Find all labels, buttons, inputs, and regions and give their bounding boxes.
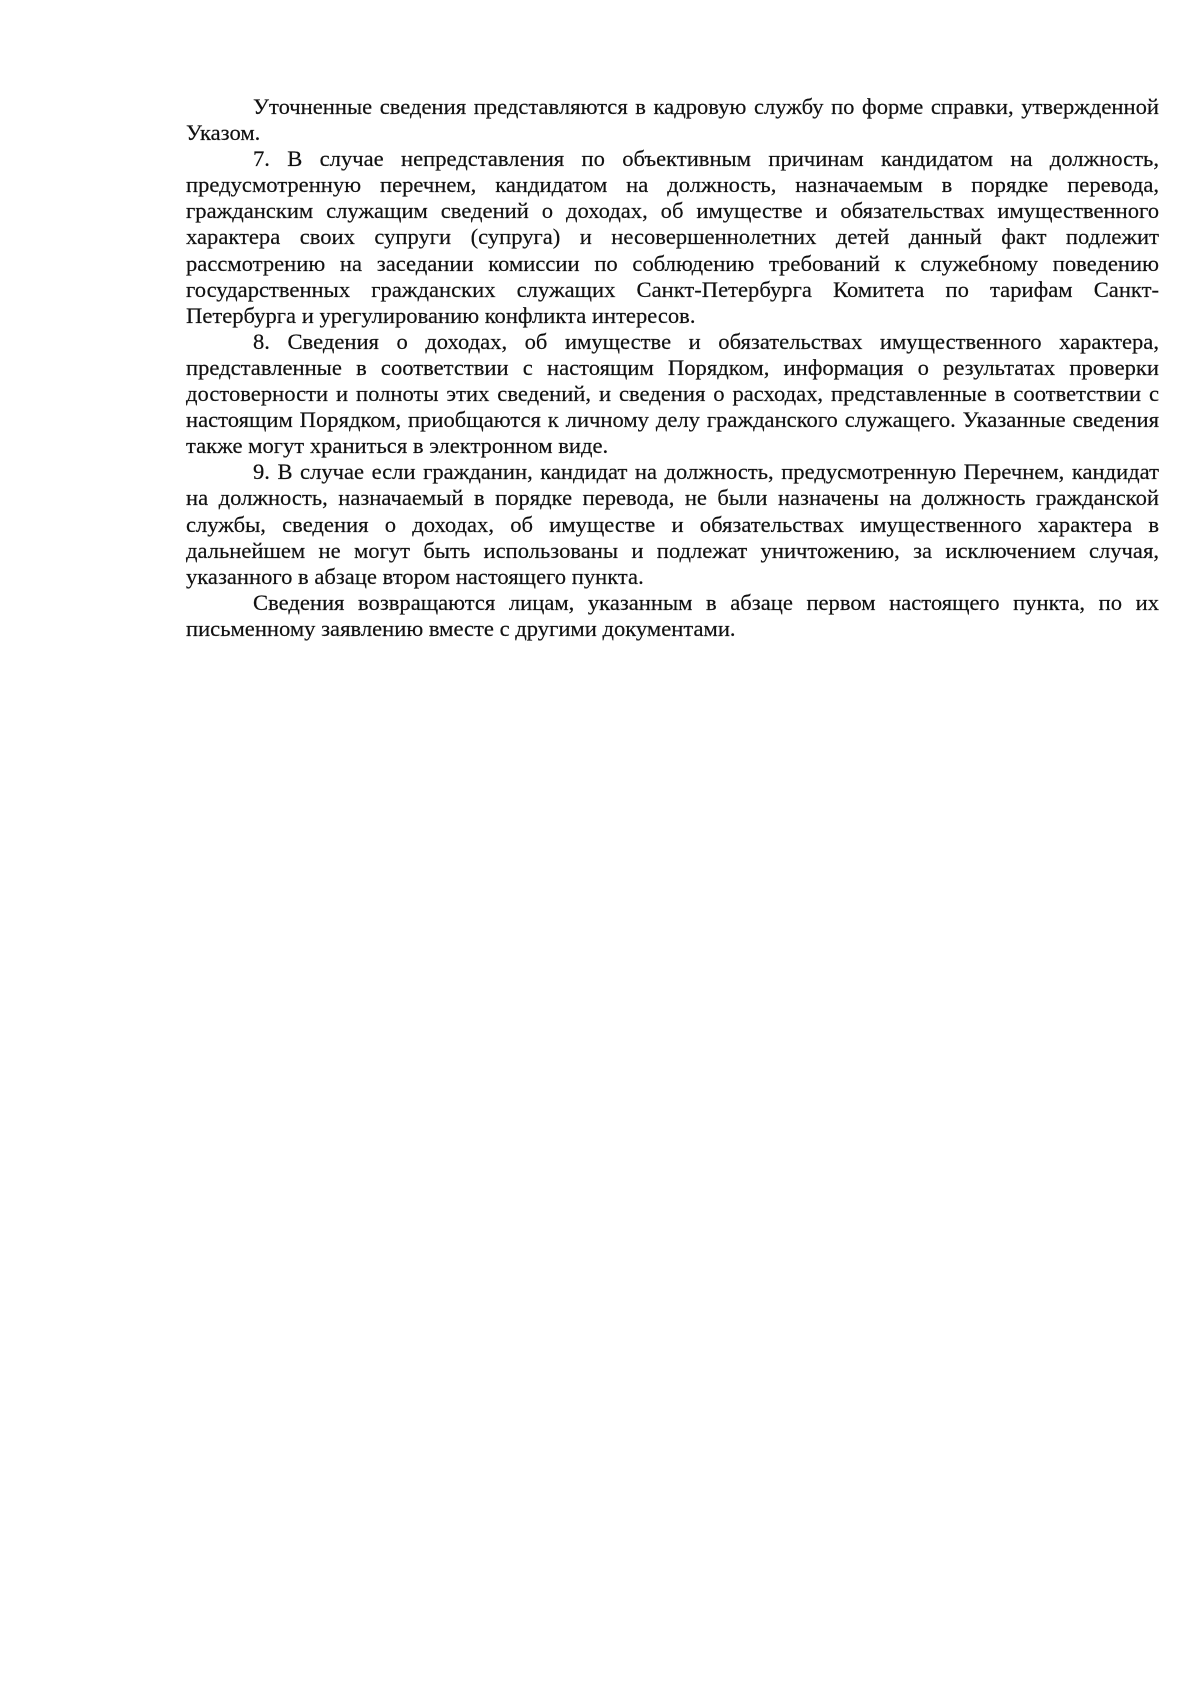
paragraph-clarified-info: Уточненные сведения представляются в кадровую службу по форме справки, утвержденной Указом. <box>186 94 1159 146</box>
paragraph-item-7: 7. В случае непредставления по объективным причинам кандидатом на должность, предусмотренную перечнем, кандидатом на должность, назначаемым в порядке перевода, гражданским служащим сведений о доходах, об имуществе и обязательствах имущественного характера своих супруги (супруга) и несовершеннолетних детей данный факт подлежит рассмотрению на заседании комиссии по соблюдению требований к служебному поведению государственных гражданских служащих Санкт-Петербурга Комитета по тарифам Санкт-Петербурга и урегулированию конфликта интересов. <box>186 146 1159 328</box>
paragraph-item-9: 9. В случае если гражданин, кандидат на должность, предусмотренную Перечнем, кандидат на должность, назначаемый в порядке перевода, не были назначены на должность гражданской службы, сведения о доходах, об имуществе и обязательствах имущественного характера в дальнейшем не могут быть использованы и подлежат уничтожению, за исключением случая, указанного в абзаце втором настоящего пункта. <box>186 459 1159 589</box>
document-body <box>186 94 1159 642</box>
paragraph-item-8: 8. Сведения о доходах, об имуществе и обязательствах имущественного характера, представленные в соответствии с настоящим Порядком, информация о результатах проверки достоверности и полноты этих сведений, и сведения о расходах, представленные в соответствии с настоящим Порядком, приобщаются к личному делу гражданского служащего. Указанные сведения также могут храниться в электронном виде. <box>186 328 1159 459</box>
paragraph-return-info: Сведения возвращаются лицам, указанным в абзаце первом настоящего пункта, по их письменному заявлению вместе с другими документами. <box>186 589 1159 641</box>
